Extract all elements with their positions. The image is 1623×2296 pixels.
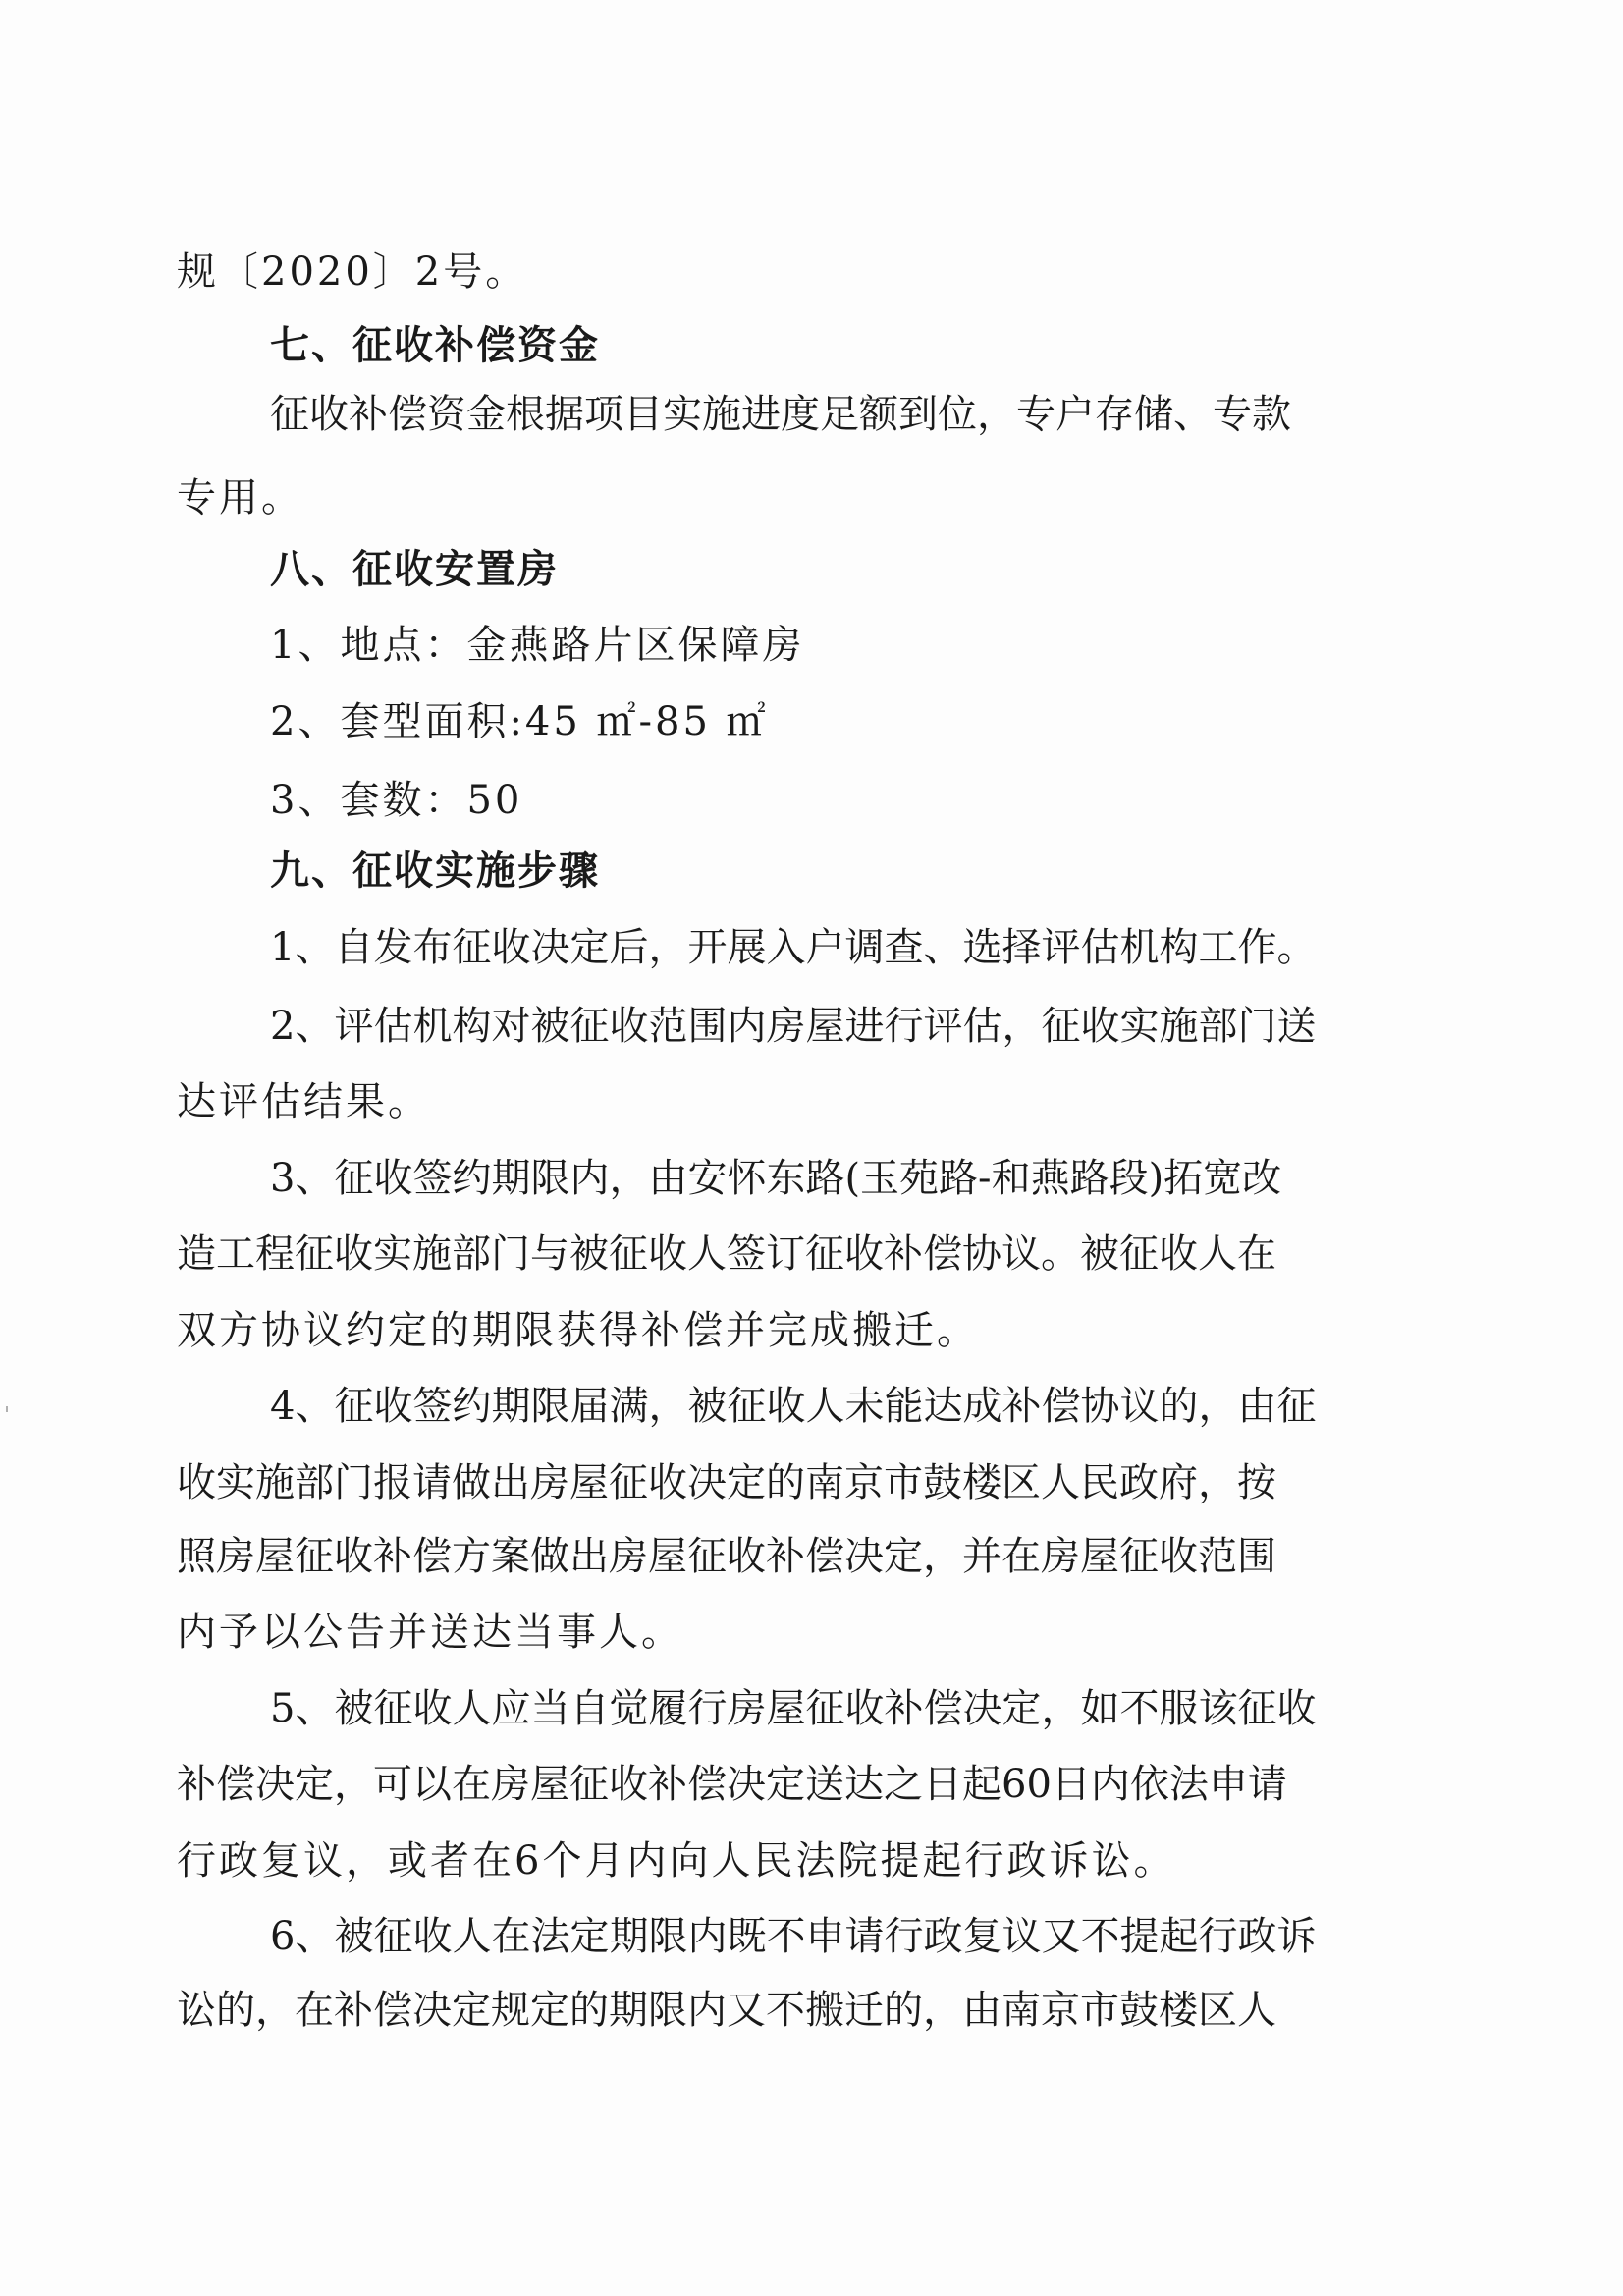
- text-line: 讼的，在补偿决定规定的期限内又不搬迁的，由南京市鼓楼区人: [177, 1988, 1276, 2033]
- text-line: 征收补偿资金根据项目实施进度足额到位，专户存储、专款: [270, 392, 1291, 437]
- list-item: 2、套型面积:45 ㎡-85 ㎡: [270, 699, 769, 744]
- text-line: 造工程征收实施部门与被征收人签订征收补偿协议。被征收人在: [177, 1231, 1276, 1277]
- list-item: 1、地点：金燕路片区保障房: [270, 623, 805, 668]
- text-line: 行政复议，或者在6个月内向人民法院提起行政诉讼。: [177, 1838, 1176, 1884]
- list-item: 3、征收签约期限内，由安怀东路(玉苑路-和燕路段)拓宽改: [270, 1156, 1282, 1201]
- list-item: 6、被征收人在法定期限内既不申请行政复议又不提起行政诉: [270, 1914, 1317, 1959]
- section-heading-7: 七、征收补偿资金: [270, 323, 600, 368]
- text-line: 专用。: [177, 475, 303, 520]
- scan-edge-mark: [6, 1406, 8, 1412]
- list-item: 1、自发布征收决定后，开展入户调查、选择评估机构工作。: [270, 925, 1317, 970]
- list-item: 4、征收签约期限届满，被征收人未能达成补偿协议的，由征: [270, 1384, 1317, 1429]
- list-item: 5、被征收人应当自觉履行房屋征收补偿决定，如不服该征收: [270, 1686, 1317, 1731]
- text-line: 内予以公告并送达当事人。: [177, 1610, 683, 1655]
- section-heading-9: 九、征收实施步骤: [270, 848, 600, 894]
- text-line: 双方协议约定的期限获得补偿并完成搬迁。: [177, 1308, 979, 1353]
- text-line: 达评估结果。: [177, 1079, 430, 1124]
- text-line: 规〔2020〕2号。: [177, 249, 528, 295]
- text-line: 收实施部门报请做出房屋征收决定的南京市鼓楼区人民政府，按: [177, 1460, 1276, 1505]
- section-heading-8: 八、征收安置房: [270, 547, 559, 592]
- text-line: 补偿决定，可以在房屋征收补偿决定送达之日起60日内依法申请: [177, 1762, 1287, 1807]
- list-item: 3、套数：50: [270, 778, 523, 823]
- list-item: 2、评估机构对被征收范围内房屋进行评估，征收实施部门送: [270, 1004, 1317, 1049]
- text-line: 照房屋征收补偿方案做出房屋征收补偿决定，并在房屋征收范围: [177, 1534, 1276, 1579]
